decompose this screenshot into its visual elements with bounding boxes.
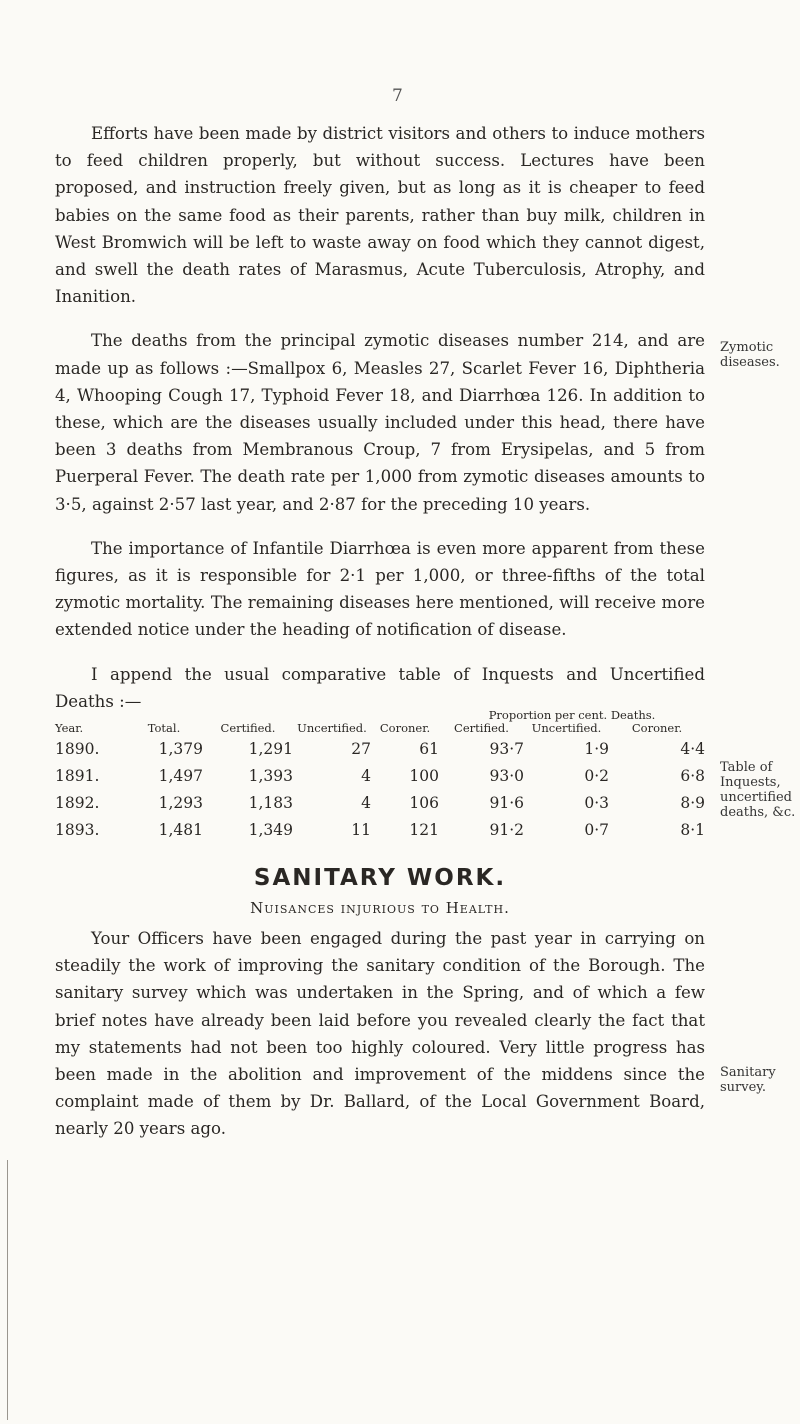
cell-total: 1,481: [158, 820, 203, 839]
cell-pct-coroner: 8·9: [680, 793, 705, 812]
cell-coroner: 121: [409, 820, 439, 839]
cell-pct-certified: 91·6: [489, 793, 524, 812]
cell-pct-certified: 91·2: [489, 820, 524, 839]
margin-note-zymotic: Zymotic diseases.: [720, 340, 780, 370]
cell-total: 1,497: [158, 766, 203, 785]
cell-pct-certified: 93·7: [489, 739, 524, 758]
page-number: 7: [392, 86, 403, 106]
cell-year: 1891.: [55, 766, 100, 785]
table-row: [55, 789, 705, 816]
cell-coroner: 61: [419, 739, 439, 758]
header-pct-coroner: Coroner.: [631, 721, 683, 736]
page-body: [55, 120, 705, 1160]
table-row: [55, 762, 705, 789]
header-pct-uncertified: Uncertified.: [531, 721, 602, 736]
cell-pct-certified: 93·0: [489, 766, 524, 785]
table-header-row: [55, 722, 705, 735]
header-pct-certified: Certified.: [454, 721, 509, 736]
margin-note-table: Table of Inquests, uncertified deaths, &c.: [720, 760, 796, 820]
proportion-header: Proportion per cent. Deaths.: [488, 708, 656, 723]
section-title: SANITARY WORK.: [253, 865, 507, 892]
paragraph-zymotic: The deaths from the principal zymotic diseases number 214, and are made up as follows :—Smallpox 6, Measles 27, Scarlet Fever 16, Diphtheria 4, Whooping Cough 17, Typhoid Fever 18, and Diarrhœa 126. In addition to these, which are the diseases usually included under this head, there have been 3 deaths from Membranous Croup, 7 from Erysipelas, and 5 from Puerperal Fever. The death rate per 1,000 from zymotic diseases amounts to 3·5, against 2·57 last year, and 2·87 for the preceding 10 years.: [55, 331, 705, 514]
paragraph-table-intro: I append the usual comparative table of Inquests and Uncertified Deaths :—: [55, 664, 705, 711]
paragraph-sanitary: Your Officers have been engaged during the past year in carrying on steadily the work of improving the sanitary condition of the Borough. The sanitary survey which was undertaken in the Spring, and of which a few brief notes have already been laid before you revealed clearly the fact that my statements had not been too highly coloured. Very little progress has been made in the abolition and improvement of the middens since the complaint made of them by Dr. Ballard, of the Local Government Board, nearly 20 years ago.: [55, 929, 705, 1139]
cell-certified: 1,349: [248, 820, 293, 839]
cell-certified: 1,291: [248, 739, 293, 758]
cell-certified: 1,393: [248, 766, 293, 785]
cell-total: 1,293: [158, 793, 203, 812]
cell-year: 1893.: [55, 820, 100, 839]
margin-note-sanitary: Sanitary survey.: [720, 1065, 776, 1095]
header-year: Year.: [55, 721, 84, 736]
cell-year: 1892.: [55, 793, 100, 812]
inquests-table: [55, 709, 705, 843]
cell-pct-coroner: 8·1: [680, 820, 705, 839]
cell-pct-uncertified: 1·9: [584, 739, 609, 758]
header-uncertified: Uncertified.: [297, 721, 367, 736]
table-row: [55, 735, 705, 762]
cell-pct-coroner: 6·8: [680, 766, 705, 785]
section-subtitle: Nuisances injurious to Health.: [250, 899, 510, 918]
cell-coroner: 106: [409, 793, 439, 812]
cell-year: 1890.: [55, 739, 100, 758]
cell-uncertified: 27: [351, 739, 371, 758]
cell-uncertified: 11: [351, 820, 371, 839]
cell-coroner: 100: [409, 766, 439, 785]
cell-total: 1,379: [158, 739, 203, 758]
cell-uncertified: 4: [361, 766, 371, 785]
cell-certified: 1,183: [248, 793, 293, 812]
cell-pct-coroner: 4·4: [680, 739, 705, 758]
paragraph-feeding: Efforts have been made by district visitors and others to induce mothers to feed children properly, but without success. Lectures have been proposed, and instruction freely given, but as long as it is cheaper to feed babies on the same food as their parents, rather than buy milk, children in West Bromwich will be left to waste away on food which they cannot digest, and swell the death rates of Marasmus, Acute Tuberculosis, Atrophy, and Inanition.: [55, 124, 705, 307]
header-total: Total.: [147, 721, 181, 736]
header-coroner: Coroner.: [379, 721, 431, 736]
cell-pct-uncertified: 0·3: [584, 793, 609, 812]
cell-uncertified: 4: [361, 793, 371, 812]
paragraph-diarrhoea: The importance of Infantile Diarrhœa is even more apparent from these figures, as it is responsible for 2·1 per 1,000, or three-fifths of the total zymotic mortality. The remaining diseases here mentioned, will receive more extended notice under the heading of notification of disease.: [55, 538, 705, 640]
cell-pct-uncertified: 0·2: [584, 766, 609, 785]
header-certified: Certified.: [220, 721, 276, 736]
left-margin-rule: [7, 1160, 8, 1420]
cell-pct-uncertified: 0·7: [584, 820, 609, 839]
table-row: [55, 816, 705, 843]
